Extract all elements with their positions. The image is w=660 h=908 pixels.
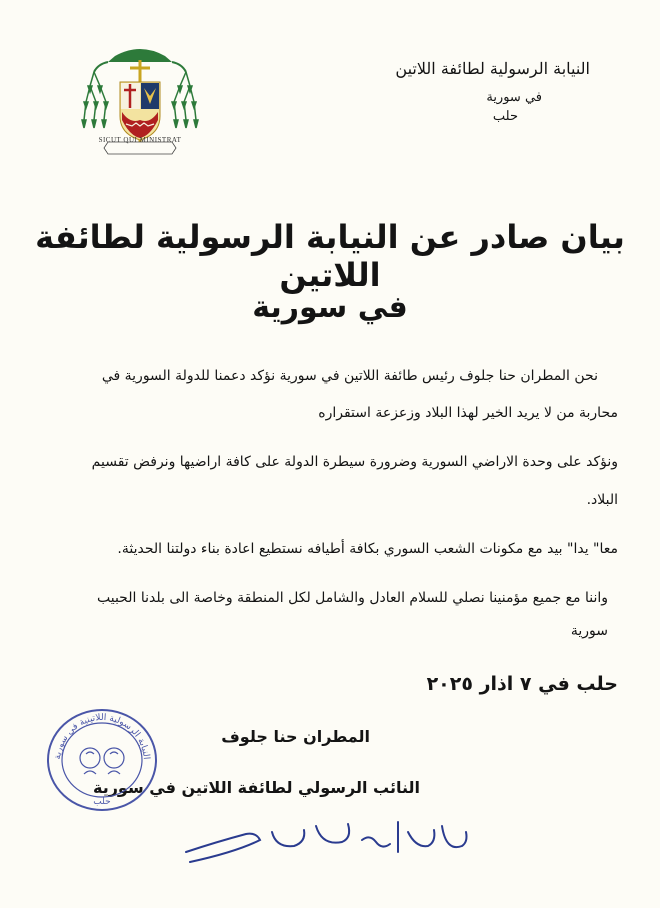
letterhead-organization: النيابة الرسولية لطائفة اللاتين <box>395 59 590 78</box>
statement-subtitle: في سورية <box>252 290 408 325</box>
signer-name: المطران حنا جلوف <box>221 727 370 746</box>
statement-title: بيان صادر عن النيابة الرسولية لطائفة اللاتين <box>35 218 625 294</box>
paragraph-2-line-2: البلاد. <box>586 492 618 508</box>
paragraph-4-line-1: واننا مع جميع مؤمنينا نصلي للسلام العادل والشامل لكل المنطقة وخاصة الى بلدنا الحبيب <box>96 590 608 606</box>
paragraph-4-line-2: سورية <box>570 623 608 639</box>
official-seal-stamp <box>44 704 160 814</box>
paragraph-1-line-2: محاربة من لا يريد الخير لهذا البلاد وزعزعة استقراره <box>318 405 618 421</box>
letterhead <box>370 60 590 124</box>
paragraph-3: معا" يدا" بيد مع مكونات الشعب السوري بكافة أطيافه نستطيع اعادة بناء دولتنا الحديثة. <box>117 541 618 557</box>
paragraph-2-line-1: ونؤكد على وحدة الاراضي السورية وضرورة سيطرة الدولة على كافة اراضيها ونرفض تقسيم <box>91 454 618 470</box>
svg-text:حلب: حلب <box>93 797 111 807</box>
signer-title: النائب الرسولي لطائفة اللاتين في سورية <box>93 778 420 797</box>
letterhead-country: في سورية <box>486 90 542 105</box>
statement-date: حلب في ٧ اذار ٢٠٢٥ <box>426 673 618 695</box>
paragraph-1-line-1: نحن المطران حنا جلوف رئيس طائفة اللاتين في سورية نؤكد دعمنا للدولة السورية في <box>101 368 598 384</box>
svg-text:النيابة الرسولية اللاتينية في: النيابة الرسولية اللاتينية في سورية <box>53 712 151 760</box>
letterhead-city: حلب <box>492 109 518 124</box>
coat-of-arms-motto: SICUT QUI MINISTRAT <box>98 136 182 144</box>
handwritten-signature <box>176 812 476 882</box>
